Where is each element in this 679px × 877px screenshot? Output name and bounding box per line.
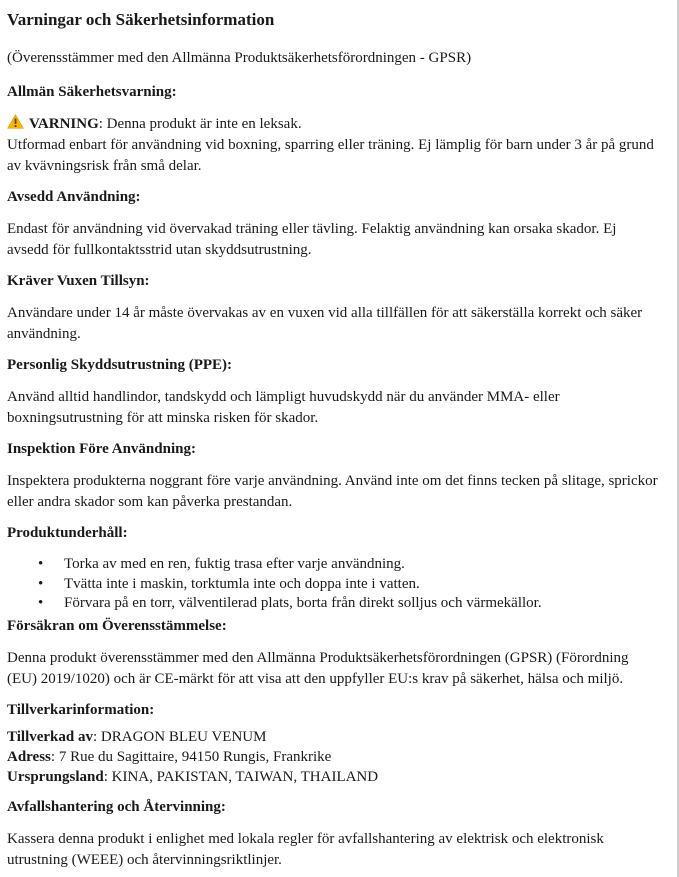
document-subtitle: (Överensstämmer med den Allmänna Produktsäkerhetsförordningen - GPSR) bbox=[7, 50, 472, 66]
list-item: • Torka av med en ren, fuktig trasa efter varje användning. bbox=[7, 555, 659, 575]
manufacturer-address-value: : 7 Rue du Sagittaire, 94150 Rungis, Frankrike bbox=[50, 748, 332, 765]
list-item: • Förvara på en torr, välventilerad plats, borta från direkt solljus och värmekällor. bbox=[7, 594, 659, 614]
warning-statement: : Denna produkt är inte en leksak. bbox=[98, 116, 302, 132]
manufacturer-block bbox=[7, 727, 659, 787]
warning-triangle-icon bbox=[7, 114, 24, 129]
section-heading-adult-supervision: Kräver Vuxen Tillsyn: bbox=[7, 273, 150, 289]
inspection-body: Inspektera produkterna noggrant före varje användning. Använd inte om det finns tecken på slitage, sprickor eller andra skador som kan påverka prestandan. bbox=[7, 473, 658, 510]
warning-label: VARNING bbox=[29, 116, 99, 132]
list-item: • Tvätta inte i maskin, torktumla inte och doppa inte i vatten. bbox=[7, 575, 659, 595]
section-heading-conformity: Försäkran om Överensstämmelse: bbox=[7, 617, 227, 634]
section-heading-intended-use: Avsedd Användning: bbox=[7, 189, 141, 205]
manufacturer-origin-value: : KINA, PAKISTAN, TAIWAN, THAILAND bbox=[103, 768, 379, 785]
ppe-body: Använd alltid handlindor, tandskydd och lämpligt huvudskydd när du använder MMA- eller boxningsutrustning för att minska risken för skador. bbox=[7, 389, 560, 426]
manufacturer-name-line bbox=[7, 727, 659, 747]
section-heading-disposal: Avfallshantering och Återvinning: bbox=[7, 798, 226, 815]
general-warning-body: Utformad enbart för användning vid boxning, sparring eller träning. Ej lämplig för barn under 3 år på grund av kvävningsrisk från små delar. bbox=[7, 137, 654, 174]
intended-use-body: Endast för användning vid övervakad träning eller tävling. Felaktig användning kan orsaka skador. Ej avsedd för fullkontaktsstrid utan skyddsutrustning. bbox=[7, 221, 617, 258]
disposal-body: Kassera denna produkt i enlighet med lokala regler för avfallshantering av elektrisk och elektronisk utrustning (WEEE) och återvinningsriktlinjer. bbox=[7, 830, 604, 868]
warning-line bbox=[7, 114, 659, 135]
conformity-body: Denna produkt överensstämmer med den Allmänna Produktsäkerhetsförordningen (GPSR) (Förordning (EU) 2019/1020) och är CE-märkt för att visa att den uppfyller EU:s krav på säkerhet, hälsa och miljö. bbox=[7, 649, 629, 687]
section-heading-inspection: Inspektion Före Användning: bbox=[7, 441, 196, 457]
manufacturer-name-value: : DRAGON BLEU VENUM bbox=[93, 728, 267, 745]
section-heading-ppe: Personlig Skyddsutrustning (PPE): bbox=[7, 357, 233, 373]
page-title: Varningar och Säkerhetsinformation bbox=[7, 10, 275, 29]
manufacturer-origin-label: Ursprungsland bbox=[7, 768, 104, 785]
section-heading-general-warning: Allmän Säkerhetsvarning: bbox=[7, 84, 177, 100]
maintenance-list bbox=[7, 555, 659, 614]
manufacturer-origin-line bbox=[7, 767, 659, 787]
section-heading-maintenance: Produktunderhåll: bbox=[7, 525, 128, 541]
manufacturer-address-line bbox=[7, 747, 659, 767]
manufacturer-address-label: Adress bbox=[7, 748, 51, 765]
section-heading-manufacturer: Tillverkarinformation: bbox=[7, 701, 155, 718]
manufacturer-name-label: Tillverkad av bbox=[7, 728, 93, 745]
adult-supervision-body: Användare under 14 år måste övervakas av en vuxen vid alla tillfällen för att säkerställa korrekt och säker användning. bbox=[7, 305, 643, 342]
